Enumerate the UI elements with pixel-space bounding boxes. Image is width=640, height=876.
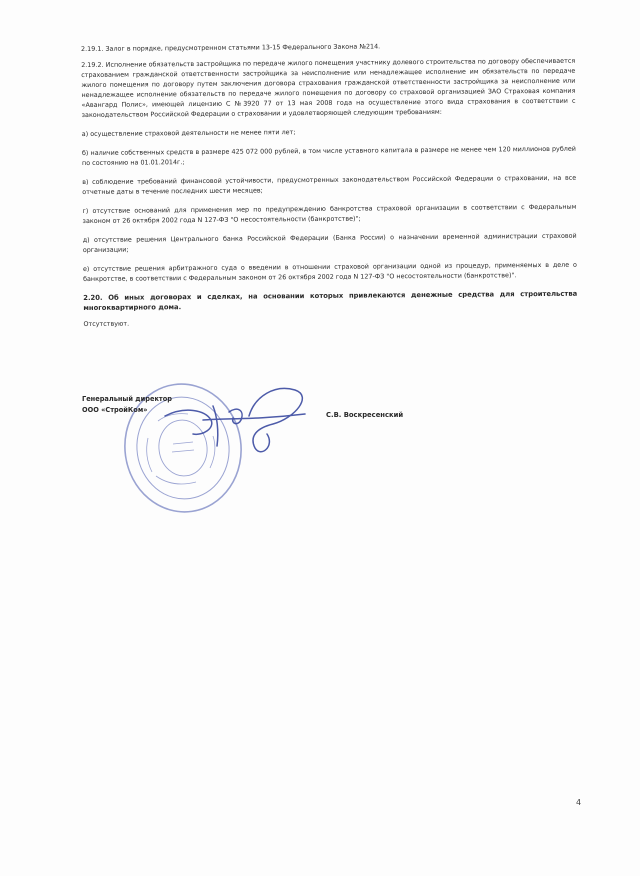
requirement-c: в) соблюдение требований финансовой устойчивости, предусмотренных законодательством Российской Федерации о страховании, на все отчетные даты в течение последних шести месяцев; (82, 173, 577, 196)
paragraph-2-19-2: 2.19.2. Исполнение обязательств застройщика по передаче жилого помещения участнику долевого строительства по договору обеспечивается страхованием гражданской ответственности застройщика за неисполнение или ненадлежащее исполнение им обязательств по передаче жилого помещения по договору путем заключения договора страхования гражданской ответственности застройщика за неисполнение или ненадлежащее исполнение обязательств по передаче жилого помещения по договору со страховой организацией ЗАО Страховая компания «Авангард Полис», имеющей лицензию С №3920 77 от 13 мая 2008 года на осуществление этого вида страхования в соответствии с законодательством Российской Федерации о страховании и удовлетворяющей следующим требованиям: (81, 56, 576, 119)
signature-block (82, 394, 502, 419)
document-body (81, 40, 578, 335)
handwritten-signature (145, 376, 320, 466)
section-heading-2-20: 2.20. Об иных договорах и сделках, на основании которых привлекаются денежные средства для строительства многоквартирного дома. (83, 289, 578, 312)
requirement-d: г) отсутствие оснований для применения мер по предупреждению банкротства страховой организации в соответствии с Федеральным законом от 26 октября 2002 года N 127-ФЗ "О несостоятельности (банкротстве)"; (82, 202, 577, 225)
requirement-f: е) отсутствие решения арбитражного суда о введении в отношении страховой организации одной из процедур, применяемых в деле о банкротстве, в соответствии с Федеральным законом от 26 октября 2002 года N 127-ФЗ "О несостоятельности (банкротстве)". (82, 260, 577, 283)
signatory-position: Генеральный директор (82, 395, 172, 403)
page-number: 4 (576, 798, 582, 807)
requirement-e: д) отсутствие решения Центрального банка Российской Федерации (Банка России) о назначении временной администрации страховой организации; (82, 231, 577, 254)
requirement-b: б) наличие собственных средств в размере 425 072 000 рублей, в том числе уставного капитала в размере не менее чем 120 миллионов рублей по состоянию на 01.01.2014г.; (81, 144, 576, 167)
signer-name: С.В. Воскресенский (326, 411, 404, 419)
paragraph-2-19-1: 2.19.1. Залог в порядке, предусмотренном статьями 13-15 Федерального Закона №214. (81, 42, 381, 53)
requirement-a: а) осуществление страховой деятельности не менее пяти лет; (81, 128, 296, 138)
company-name: ООО «СтройКом» (82, 406, 148, 414)
absent-text: Отсутствуют. (83, 319, 130, 328)
